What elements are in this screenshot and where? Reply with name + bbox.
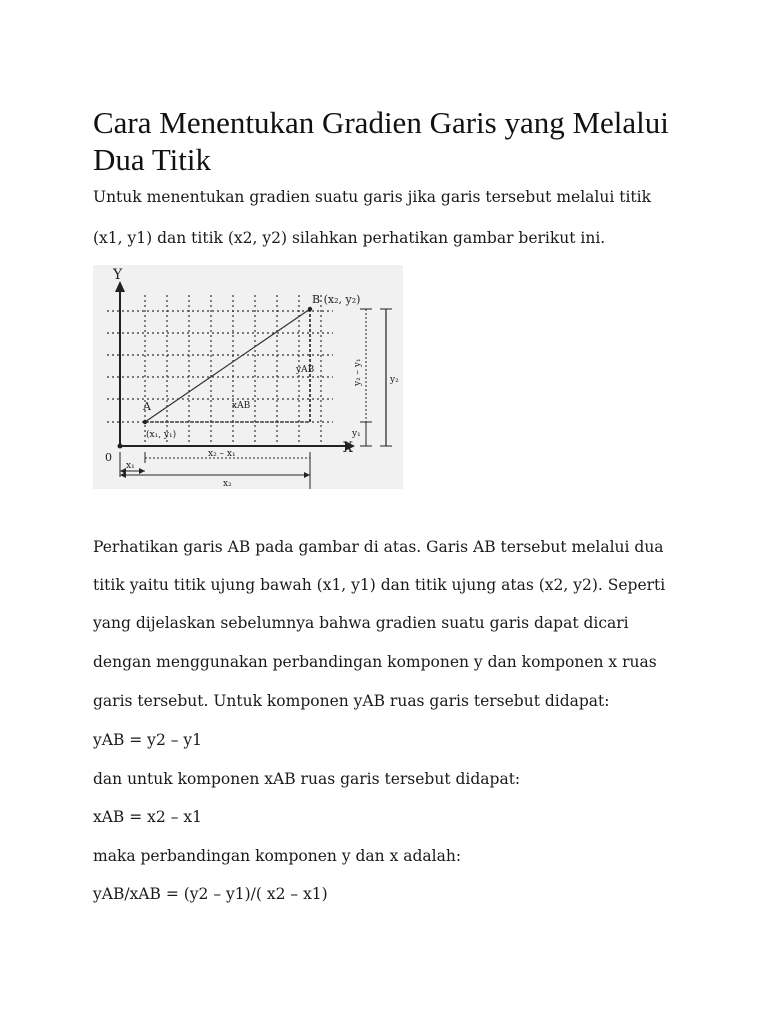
point-a-label: A (143, 400, 151, 413)
point-b-label: B (x₂, y₂) (312, 293, 361, 306)
origin-label: 0 (105, 451, 112, 464)
paragraph-line: dengan menggunakan perbandingan komponen y dan komponen x ruas (93, 653, 657, 671)
paragraph-line: Untuk menentukan gradien suatu garis jika garis tersebut melalui titik (93, 188, 651, 206)
gradient-figure (93, 265, 403, 489)
paragraph-line: dan untuk komponen xAB ruas garis tersebut didapat: (93, 770, 521, 788)
formula-line: xAB = x2 – x1 (93, 808, 202, 826)
paragraph-line: garis tersebut. Untuk komponen yAB ruas garis tersebut didapat: (93, 692, 610, 710)
paragraph-line: (x1, y1) dan titik (x2, y2) silahkan perhatikan gambar berikut ini. (93, 229, 606, 247)
dy-label: y₂ – y₁ (353, 358, 363, 386)
line-ab (145, 309, 310, 422)
origin-point (118, 444, 123, 449)
page-title: Cara Menentukan Gradien Garis yang Melalui Dua Titik (93, 105, 669, 177)
x-axis-label: X (343, 440, 353, 456)
x-ab-label: xAB (232, 401, 251, 411)
arrow-icon (139, 468, 145, 474)
formula-line: yAB = y2 – y1 (93, 731, 203, 749)
paragraph-line: yang dijelaskan sebelumnya bahwa gradien suatu garis dapat dicari (93, 614, 629, 632)
point-a-coords: (x₁, y₁) (146, 430, 177, 440)
paragraph-line: Perhatikan garis AB pada gambar di atas. Garis AB tersebut melalui dua (93, 538, 664, 556)
x2-label: x₂ (223, 479, 232, 489)
paragraph-line: maka perbandingan komponen y dan x adalah: (93, 847, 462, 865)
arrow-icon (120, 472, 126, 478)
formula-line: yAB/xAB = (y2 – y1)/( x2 – x1) (93, 885, 328, 903)
y-ab-label: yAB (296, 365, 315, 375)
dx-label: x₂ – x₁ (208, 449, 236, 459)
graph-diagram (93, 265, 403, 489)
y-axis-label: Y (113, 267, 123, 283)
paragraph-line: titik yaitu titik ujung bawah (x1, y1) dan titik ujung atas (x2, y2). Seperti (93, 576, 666, 594)
arrow-icon (304, 472, 310, 478)
y2-label: y₂ (390, 375, 399, 385)
y1-label: y₁ (352, 429, 361, 439)
x1-label: x₁ (126, 461, 135, 471)
